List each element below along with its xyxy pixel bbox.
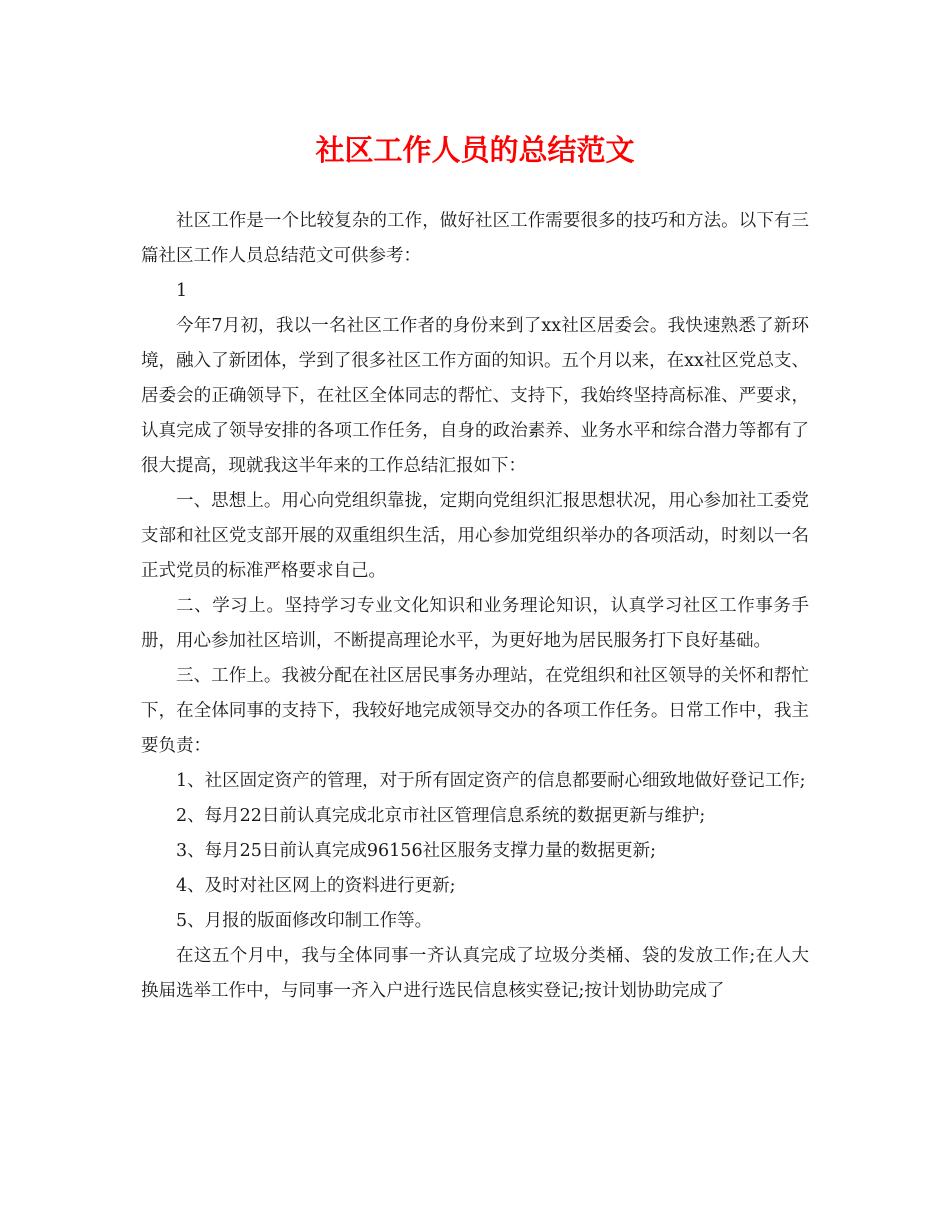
list-item-5: 5、月报的版面修改印制工作等。 bbox=[176, 911, 433, 931]
document-body bbox=[141, 204, 809, 1009]
paragraph-study: 二、学习上。坚持学习专业文化知识和业务理论知识，认真学习社区工作事务手册，用心参加社区培训，不断提高理论水平，为更好地为居民服务打下良好基础。 bbox=[141, 596, 809, 651]
list-item-4: 4、及时对社区网上的资料进行更新; bbox=[176, 876, 456, 896]
list-item-1: 1、社区固定资产的管理，对于所有固定资产的信息都要耐心细致地做好登记工作; bbox=[176, 771, 806, 791]
paragraph-section-number: 1 bbox=[176, 281, 188, 301]
paragraph-overview: 今年7月初，我以一名社区工作者的身份来到了xx社区居委会。我快速熟悉了新环境，融入了新团体，学到了很多社区工作方面的知识。五个月以来，在xx社区党总支、居委会的正确领导下，在社区全体同志的帮忙、支持下，我始终坚持高标准、严要求，认真完成了领导安排的各项工作任务，自身的政治素养、业务水平和综合潜力等都有了很大提高，现就我这半年来的工作总结汇报如下： bbox=[141, 316, 809, 476]
paragraph-work: 三、工作上。我被分配在社区居民事务办理站，在党组织和社区领导的关怀和帮忙下，在全体同事的支持下，我较好地完成领导交办的各项工作任务。日常工作中，我主要负责： bbox=[141, 666, 809, 756]
paragraph-five-months: 在这五个月中，我与全体同事一齐认真完成了垃圾分类桶、袋的发放工作;在人大换届选举工作中，与同事一齐入户进行选民信息核实登记;按计划协助完成了 bbox=[141, 946, 809, 1001]
document-title: 社区工作人员的总结范文 bbox=[315, 133, 635, 167]
list-item-2: 2、每月22日前认真完成北京市社区管理信息系统的数据更新与维护; bbox=[176, 806, 706, 826]
paragraph-ideology: 一、思想上。用心向党组织靠拢，定期向党组织汇报思想状况，用心参加社工委党支部和社区党支部开展的双重组织生活，用心参加党组织举办的各项活动，时刻以一名正式党员的标准严格要求自己。 bbox=[141, 491, 809, 581]
list-item-3: 3、每月25日前认真完成96156社区服务支撑力量的数据更新; bbox=[176, 841, 656, 861]
paragraph-intro: 社区工作是一个比较复杂的工作，做好社区工作需要很多的技巧和方法。以下有三篇社区工作人员总结范文可供参考： bbox=[141, 211, 809, 266]
